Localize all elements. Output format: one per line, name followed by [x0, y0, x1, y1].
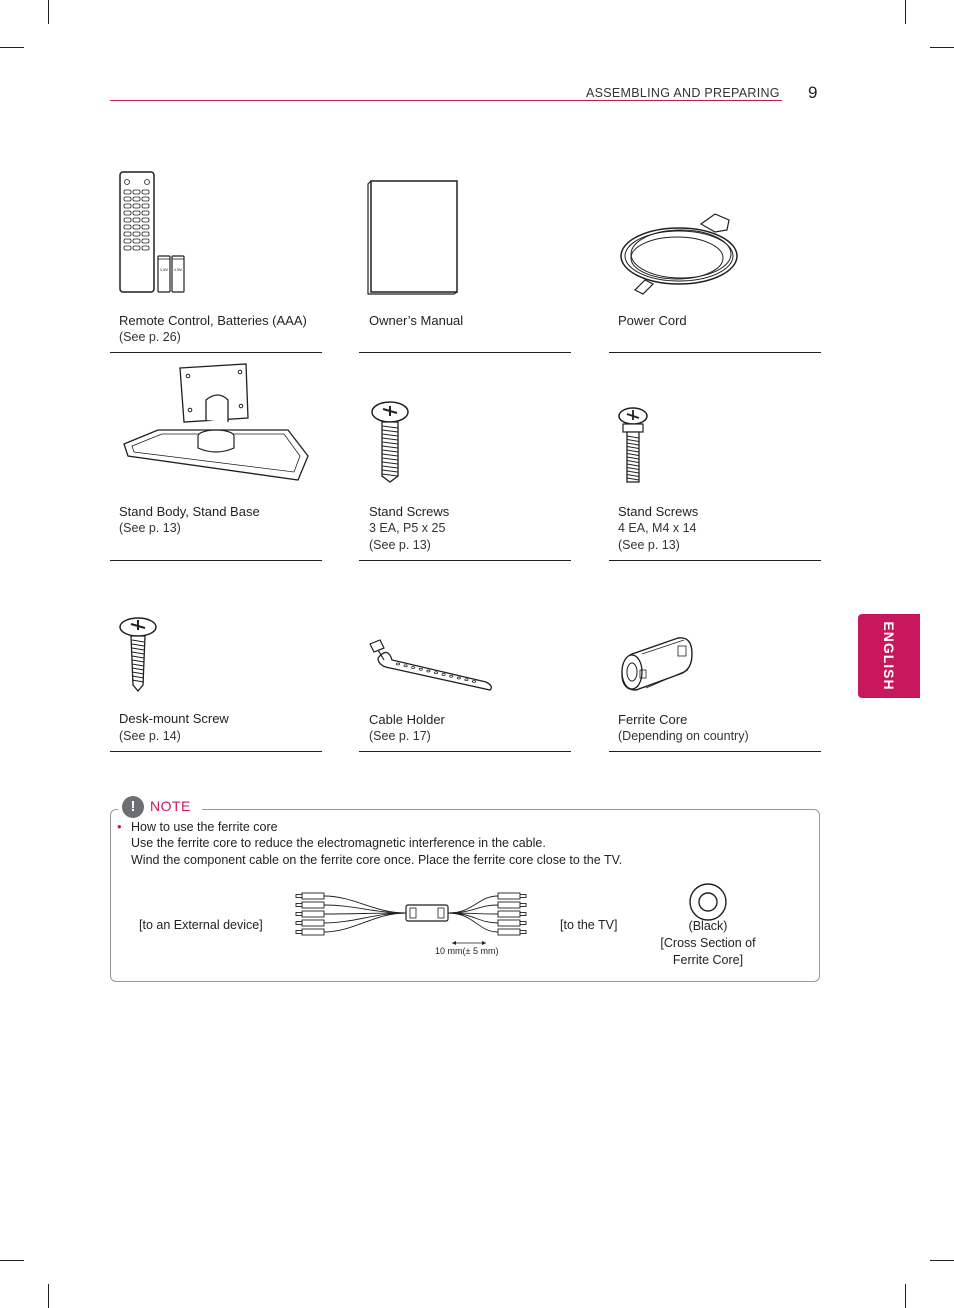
- language-tab-label: ENGLISH: [881, 621, 897, 691]
- screw-illustration: [617, 406, 651, 486]
- cross-section-label: [Cross Section of: [660, 936, 756, 950]
- dimension-label: 10 mm(± 5 mm): [435, 946, 499, 956]
- item-rule: [359, 560, 571, 561]
- item-rule: [359, 352, 571, 353]
- crop-mark: [905, 1284, 906, 1308]
- desk-mount-screw-illustration: [118, 615, 160, 695]
- item-title: Power Cord: [618, 313, 687, 328]
- cross-section-label: (Black): [688, 919, 728, 933]
- item-detail: (Depending on country): [618, 729, 749, 743]
- item-rule: [609, 751, 821, 752]
- item-title: Remote Control, Batteries (AAA): [119, 313, 307, 328]
- item-title: Stand Screws: [618, 504, 699, 519]
- manual-illustration: [367, 178, 462, 296]
- item-detail: (See p. 14): [119, 729, 181, 743]
- item-detail: 3 EA, P5 x 25: [369, 521, 446, 535]
- power-cord-illustration: [615, 210, 750, 295]
- cable-holder-illustration: [366, 636, 498, 694]
- item-rule: [609, 560, 821, 561]
- crop-mark: [48, 0, 49, 24]
- item-title: Owner’s Manual: [369, 313, 464, 328]
- note-line: Use the ferrite core to reduce the electromagnetic interference in the cable.: [131, 836, 546, 850]
- note-line: Wind the component cable on the ferrite core once. Place the ferrite core close to the TV.: [131, 853, 623, 867]
- language-tab: [858, 614, 920, 698]
- item-detail: 4 EA, M4 x 14: [618, 521, 697, 535]
- battery-label: 1.5V: [173, 267, 183, 272]
- crop-mark: [0, 47, 24, 48]
- item-detail: (See p. 13): [119, 521, 181, 535]
- item-rule: [110, 560, 322, 561]
- item-detail: (See p. 13): [369, 538, 431, 552]
- item-title: Stand Screws: [369, 504, 450, 519]
- stand-illustration: [118, 360, 318, 485]
- tv-label: [to the TV]: [560, 918, 618, 932]
- note-line: How to use the ferrite core: [131, 820, 278, 834]
- note-label: NOTE: [150, 798, 191, 814]
- bullet: •: [117, 819, 122, 834]
- item-rule: [110, 751, 322, 752]
- remote-control-illustration: [118, 170, 188, 295]
- ferrite-cable-diagram: [294, 888, 534, 948]
- crop-mark: [905, 0, 906, 24]
- item-detail: (See p. 13): [618, 538, 680, 552]
- ferrite-core-illustration: [618, 632, 696, 694]
- section-title: ASSEMBLING AND PREPARING: [586, 86, 780, 100]
- screw-illustration: [370, 400, 412, 485]
- item-rule: [609, 352, 821, 353]
- crop-mark: [48, 1284, 49, 1308]
- item-title: Cable Holder: [369, 712, 445, 727]
- item-detail: (See p. 17): [369, 729, 431, 743]
- external-device-label: [to an External device]: [139, 918, 263, 932]
- cross-section-label: Ferrite Core]: [672, 953, 744, 967]
- item-detail: (See p. 26): [119, 330, 181, 344]
- battery-label: 1.5V: [159, 267, 169, 272]
- page-number: 9: [808, 83, 818, 102]
- item-rule: [110, 352, 322, 353]
- crop-mark: [930, 47, 954, 48]
- item-title: Ferrite Core: [618, 712, 688, 727]
- crop-mark: [930, 1260, 954, 1261]
- item-title: Stand Body, Stand Base: [119, 504, 260, 519]
- exclamation-icon: !: [122, 796, 144, 818]
- crop-mark: [0, 1260, 24, 1261]
- item-rule: [359, 751, 571, 752]
- header-rule: [110, 100, 782, 101]
- item-title: Desk-mount Screw: [119, 711, 229, 726]
- cross-section-illustration: [689, 883, 729, 923]
